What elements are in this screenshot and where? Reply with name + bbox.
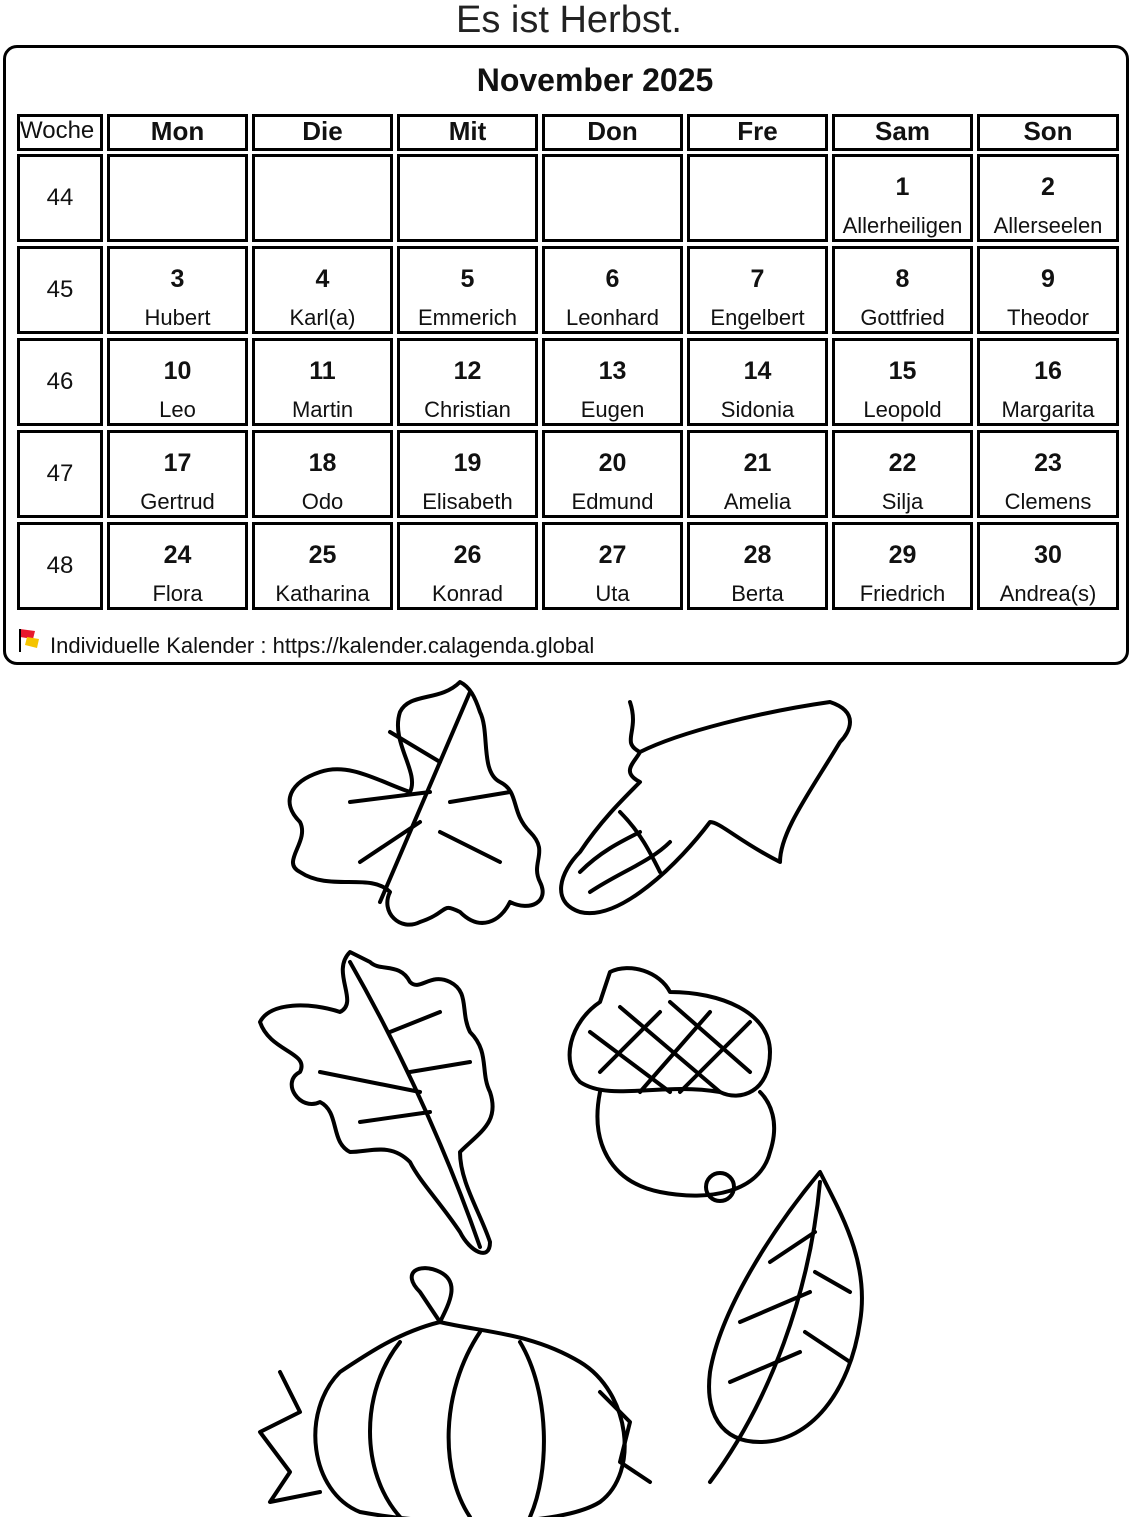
pumpkin-drawing bbox=[260, 1268, 650, 1517]
week-number-cell: 48 bbox=[17, 522, 103, 610]
weekday-header: Mit bbox=[397, 114, 538, 151]
day-number: 8 bbox=[895, 265, 910, 293]
day-number: 10 bbox=[163, 357, 192, 385]
day-cell bbox=[252, 154, 393, 242]
day-number: 18 bbox=[308, 449, 337, 477]
day-cell bbox=[832, 522, 973, 610]
page-title: Es ist Herbst. bbox=[456, 0, 682, 41]
weekday-header: Die bbox=[252, 114, 393, 151]
acorn-drawing bbox=[570, 968, 775, 1201]
day-cell bbox=[977, 338, 1119, 426]
day-cell bbox=[687, 246, 828, 334]
day-cell bbox=[977, 154, 1119, 242]
name-day: Silja bbox=[881, 489, 924, 514]
day-number: 27 bbox=[598, 541, 627, 569]
day-cell bbox=[977, 522, 1119, 610]
month-title: November 2025 bbox=[476, 62, 714, 98]
name-day: Konrad bbox=[432, 581, 503, 606]
day-cell bbox=[832, 430, 973, 518]
day-cell bbox=[397, 246, 538, 334]
day-cell bbox=[687, 154, 828, 242]
week-number-cell: 44 bbox=[17, 154, 103, 242]
day-cell bbox=[107, 430, 248, 518]
week-number-cell: 47 bbox=[17, 430, 103, 518]
name-day: Christian bbox=[424, 397, 511, 422]
day-number: 14 bbox=[743, 357, 772, 385]
flag-logo-icon bbox=[17, 627, 41, 653]
name-day: Hubert bbox=[144, 305, 211, 330]
name-day: Clemens bbox=[1004, 489, 1092, 514]
day-cell bbox=[977, 430, 1119, 518]
name-day: Karl(a) bbox=[289, 305, 356, 330]
day-cell bbox=[542, 522, 683, 610]
pointed-leaf-drawing bbox=[709, 1172, 862, 1482]
name-day: Eugen bbox=[580, 397, 645, 422]
week-number-cell: 45 bbox=[17, 246, 103, 334]
day-number: 21 bbox=[743, 449, 772, 477]
day-number: 30 bbox=[1034, 541, 1062, 569]
name-day: Sidonia bbox=[720, 397, 795, 422]
name-day: Gertrud bbox=[140, 489, 215, 514]
day-cell bbox=[397, 522, 538, 610]
day-number: 11 bbox=[309, 357, 336, 385]
day-cell bbox=[107, 246, 248, 334]
day-number: 7 bbox=[750, 265, 765, 293]
day-number: 23 bbox=[1034, 449, 1062, 477]
day-number: 26 bbox=[453, 541, 482, 569]
day-cell bbox=[542, 154, 683, 242]
day-number: 22 bbox=[888, 449, 917, 477]
day-number: 9 bbox=[1041, 265, 1055, 293]
footer-link-text[interactable]: Individuelle Kalender : https://kalender.calagenda.global bbox=[50, 633, 595, 658]
day-cell bbox=[542, 430, 683, 518]
name-day: Elisabeth bbox=[422, 489, 513, 514]
day-cell bbox=[107, 522, 248, 610]
name-day: Leo bbox=[159, 397, 196, 422]
day-number: 6 bbox=[605, 265, 620, 293]
day-cell bbox=[687, 430, 828, 518]
day-number: 19 bbox=[453, 449, 482, 477]
weekday-header: Don bbox=[542, 114, 683, 151]
day-cell bbox=[687, 338, 828, 426]
weekday-header: Sam bbox=[832, 114, 973, 151]
name-day: Flora bbox=[152, 581, 203, 606]
day-cell bbox=[397, 154, 538, 242]
day-cell bbox=[107, 154, 248, 242]
name-day: Leopold bbox=[863, 397, 942, 422]
oak-leaf-drawing bbox=[260, 952, 493, 1253]
day-number: 24 bbox=[163, 541, 192, 569]
day-number: 20 bbox=[598, 449, 627, 477]
day-cell bbox=[542, 246, 683, 334]
weekday-header: Fre bbox=[687, 114, 828, 151]
week-number-cell: 46 bbox=[17, 338, 103, 426]
day-number: 5 bbox=[460, 265, 475, 293]
maple-leaf-drawing bbox=[290, 682, 543, 925]
week-column-header: Woche bbox=[17, 114, 103, 151]
day-number: 13 bbox=[598, 357, 627, 385]
day-cell bbox=[252, 338, 393, 426]
name-day: Berta bbox=[731, 581, 784, 606]
day-cell bbox=[542, 338, 683, 426]
day-number: 25 bbox=[308, 541, 337, 569]
name-day: Amelia bbox=[723, 489, 792, 514]
day-number: 15 bbox=[888, 357, 917, 385]
day-number: 3 bbox=[170, 265, 185, 293]
name-day: Engelbert bbox=[710, 305, 805, 330]
day-number: 29 bbox=[888, 541, 917, 569]
name-day: Katharina bbox=[275, 581, 370, 606]
name-day: Theodor bbox=[1007, 305, 1089, 330]
day-number: 17 bbox=[163, 449, 192, 477]
name-day: Uta bbox=[595, 581, 630, 606]
day-cell bbox=[832, 338, 973, 426]
name-day: Gottfried bbox=[860, 305, 945, 330]
name-day: Andrea(s) bbox=[999, 581, 1097, 606]
day-cell bbox=[107, 338, 248, 426]
day-number: 2 bbox=[1041, 173, 1055, 201]
day-cell bbox=[397, 430, 538, 518]
day-cell bbox=[252, 430, 393, 518]
name-day: Leonhard bbox=[566, 305, 659, 330]
day-cell bbox=[252, 246, 393, 334]
name-day: Edmund bbox=[571, 489, 654, 514]
day-number: 28 bbox=[743, 541, 772, 569]
corn-cob-drawing bbox=[561, 702, 850, 913]
weekday-header: Son bbox=[977, 114, 1119, 151]
name-day: Allerheiligen bbox=[842, 213, 963, 238]
day-cell bbox=[832, 246, 973, 334]
autumn-coloring-illustration bbox=[240, 672, 880, 1517]
name-day: Odo bbox=[301, 489, 344, 514]
name-day: Allerseelen bbox=[993, 213, 1103, 238]
name-day: Margarita bbox=[1001, 397, 1095, 422]
day-number: 4 bbox=[315, 265, 330, 293]
day-number: 1 bbox=[895, 173, 910, 201]
day-cell bbox=[687, 522, 828, 610]
name-day: Martin bbox=[291, 397, 354, 422]
day-number: 16 bbox=[1034, 357, 1062, 385]
day-number: 12 bbox=[453, 357, 482, 385]
day-cell bbox=[397, 338, 538, 426]
day-cell bbox=[252, 522, 393, 610]
name-day: Friedrich bbox=[859, 581, 946, 606]
weekday-header: Mon bbox=[107, 114, 248, 151]
day-cell bbox=[832, 154, 973, 242]
day-cell bbox=[977, 246, 1119, 334]
name-day: Emmerich bbox=[417, 305, 517, 330]
